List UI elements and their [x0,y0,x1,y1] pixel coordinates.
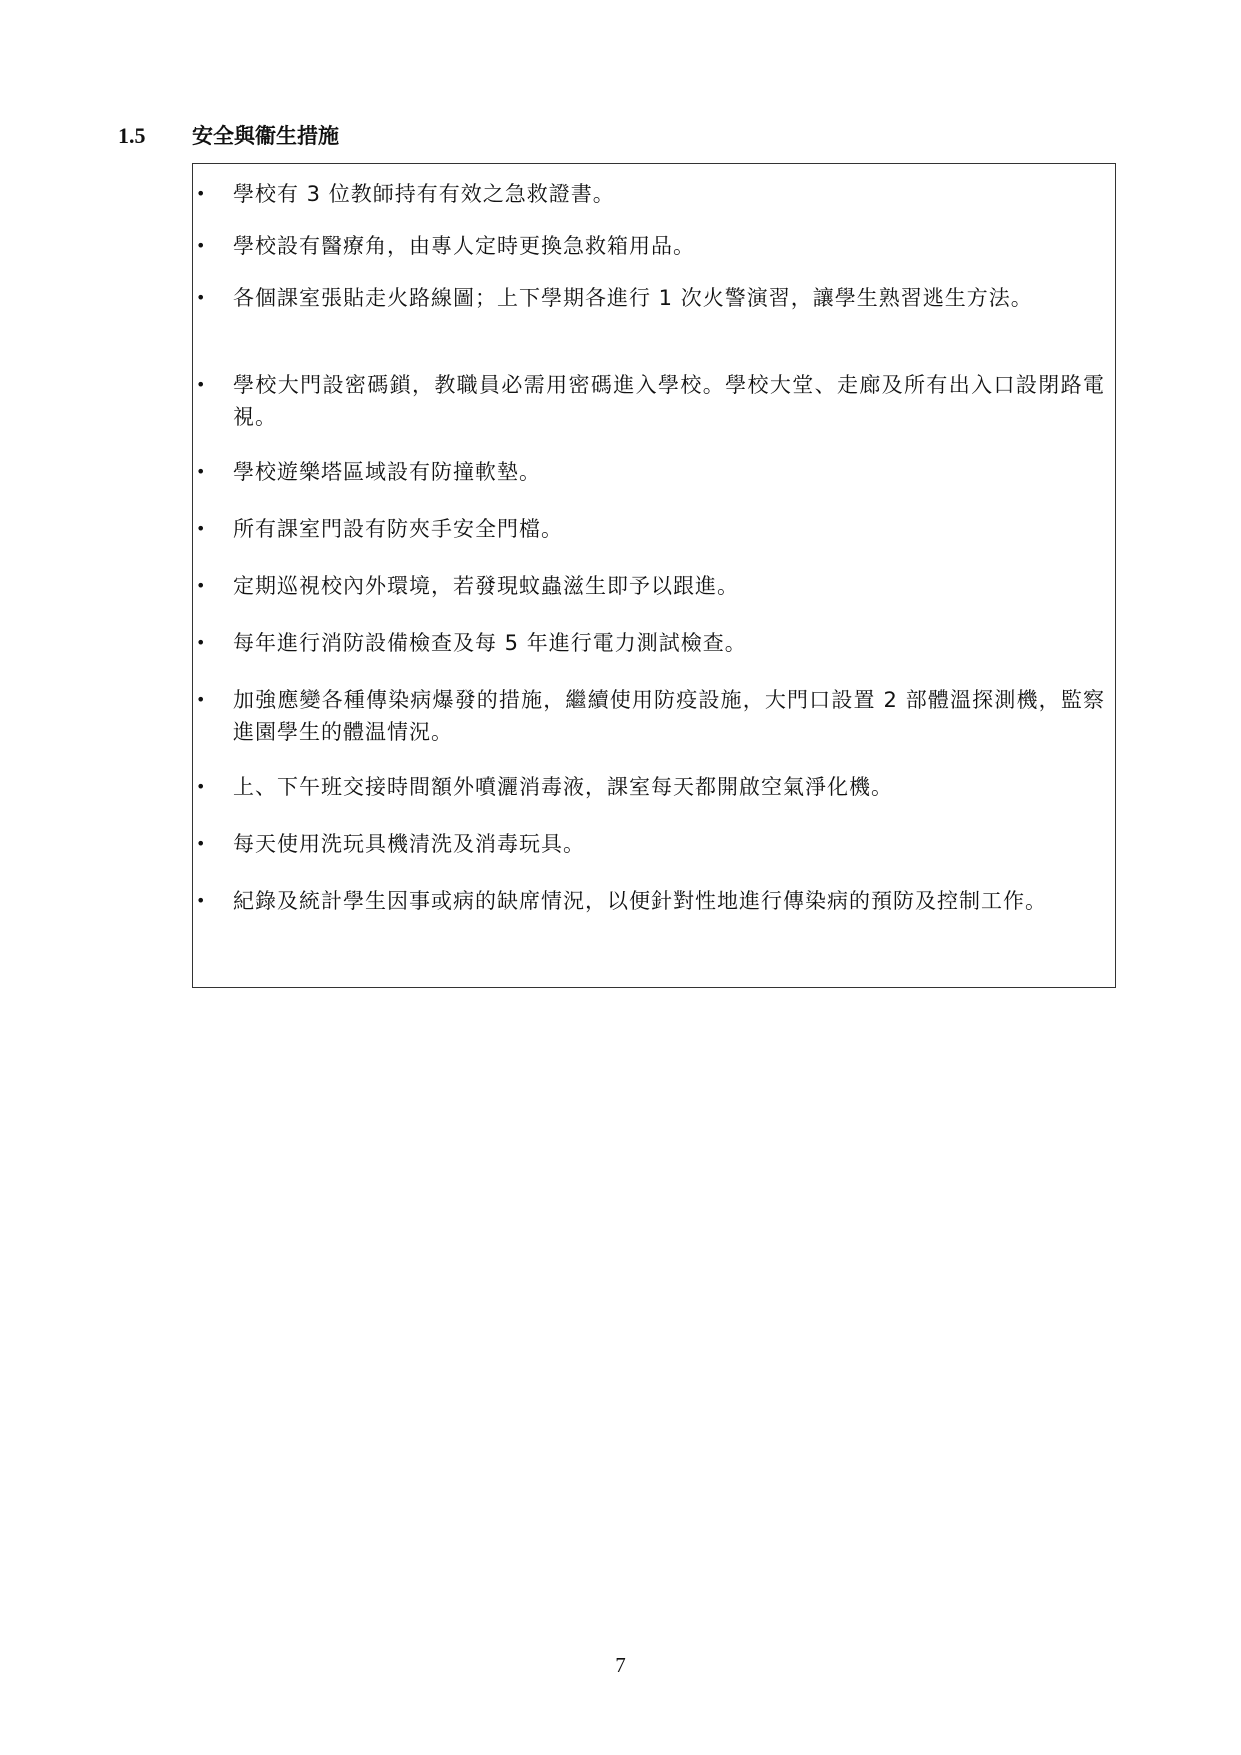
bullet-icon: • [196,288,206,307]
list-item-text: 加強應變各種傳染病爆發的措施，繼續使用防疫設施，大門口設置 2 部體溫探測機，監察進園學生的體温情況。 [233,688,1105,744]
list-item-text: 學校大門設密碼鎖，教職員必需用密碼進入學校。學校大堂、走廊及所有出入口設閉路電視。 [233,373,1105,429]
bullet-icon: • [196,462,206,481]
bullet-icon: • [196,236,206,255]
measures-box [192,163,1116,988]
bullet-icon: • [196,519,206,538]
list-item-text: 定期巡視校內外環境，若發現蚊蟲滋生即予以跟進。 [233,574,739,598]
list-item-text: 學校設有醫療角，由專人定時更換急救箱用品。 [233,234,695,258]
bullet-icon: • [196,777,206,796]
bullet-icon: • [196,834,206,853]
bullet-icon: • [196,891,206,910]
bullet-icon: • [196,690,206,709]
section-title: 安全與衞生措施 [192,124,339,148]
bullet-icon: • [196,633,206,652]
bullet-icon: • [196,375,206,394]
section-number: 1.5 [118,123,146,148]
list-item-text: 每天使用洗玩具機清洗及消毒玩具。 [233,832,585,856]
section-heading [118,120,339,150]
list-item-text: 紀錄及統計學生因事或病的缺席情況，以便針對性地進行傳染病的預防及控制工作。 [233,889,1047,913]
bullet-icon: • [196,184,206,203]
list-item-text: 上、下午班交接時間額外噴灑消毒液，課室每天都開啟空氣淨化機。 [233,775,893,799]
bullet-icon: • [196,576,206,595]
list-item-text: 學校有 3 位教師持有有效之急救證書。 [233,182,615,206]
list-item-text: 所有課室門設有防夾手安全門檔。 [233,517,563,541]
list-item-text: 學校遊樂塔區域設有防撞軟墊。 [233,460,541,484]
page-number: 7 [615,1653,626,1677]
list-item-text: 每年進行消防設備檢查及每 5 年進行電力測試檢查。 [233,631,747,655]
list-item-text: 各個課室張貼走火路線圖；上下學期各進行 1 次火警演習，讓學生熟習逃生方法。 [233,286,1033,310]
